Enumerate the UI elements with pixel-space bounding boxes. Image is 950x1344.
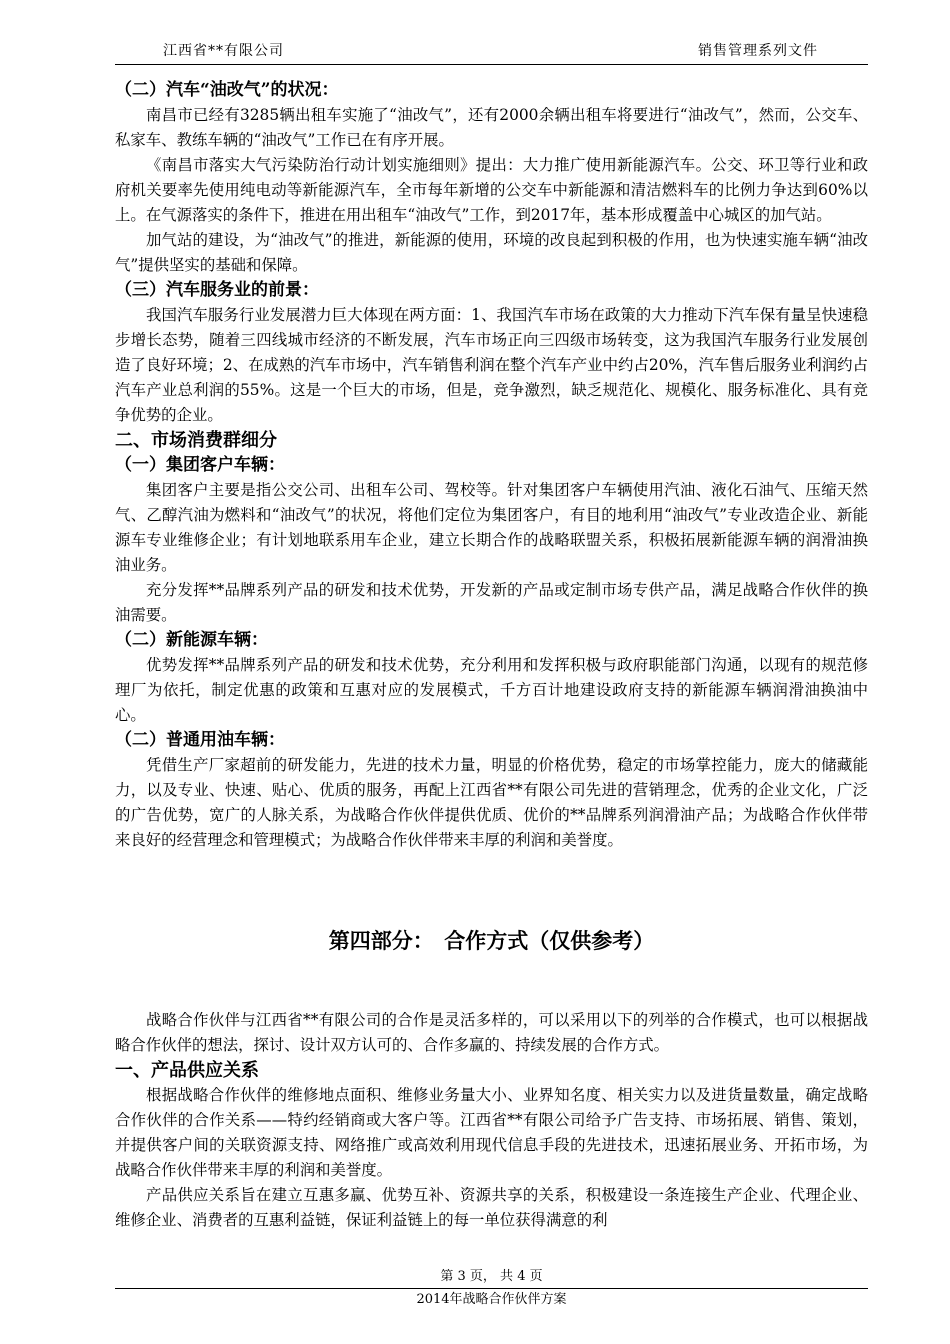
paragraph: 我国汽车服务行业发展潜力巨大体现在两方面：1、我国汽车市场在政策的大力推动下汽车保有量呈快速稳步增长态势，随着三四线城市经济的不断发展，汽车市场正向三四级市场转变，这为我国汽车服务行业发展创造了良好环境；2、在成熟的汽车市场中，汽车销售利润在整个汽车产业中约占20%，汽车售后服务业利润约占汽车产业总利润的55%。这是一个巨大的市场，但是，竞争激烈，缺乏规范化、规模化、服务标准化、具有竞争优势的企业。 <box>115 306 868 424</box>
page-number: 第 3 页， 共 4 页 <box>115 1266 868 1289</box>
section-heading: （二）汽车“油改气”的状况： <box>115 80 339 100</box>
part-title: 第四部分： 合作方式（仅供参考） <box>328 928 655 953</box>
chapter-heading: 一、产品供应关系 <box>115 1060 259 1081</box>
paragraph: 根据战略合作伙伴的维修地点面积、维修业务量大小、业界知名度、相关实力以及进货量数量，确定战略合作伙伴的合作关系——特约经销商或大客户等。江西省**有限公司给予广告支持、市场拓展、销售、策划，并提供客户间的关联资源支持、网络推广或高效利用现代信息手段的先进技术，迅速拓展业务、开拓市场，为战略合作伙伴带来丰厚的利润和美誉度。 <box>115 1086 868 1179</box>
part4-content <box>115 1008 868 1233</box>
paragraph: 凭借生产厂家超前的研发能力，先进的技术力量，明显的价格优势，稳定的市场掌控能力，庞大的储藏能力，以及专业、快速、贴心、优质的服务，再配上江西省**有限公司先进的营销理念，优秀的企业文化，广泛的广告优势，宽广的人脉关系，为战略合作伙伴提供优质、优价的**品牌系列润滑油产品；为战略合作伙伴带来良好的经营理念和管理模式；为战略合作伙伴带来丰厚的利润和美誉度。 <box>115 756 868 849</box>
header-company: 江西省**有限公司 <box>163 43 284 59</box>
section-heading: （二）普通用油车辆： <box>115 730 285 750</box>
paragraph: 充分发挥**品牌系列产品的研发和技术优势，开发新的产品或定制市场专供产品，满足战略合作伙伴的换油需要。 <box>115 581 868 624</box>
footer-document-title: 2014年战略合作伙伴方案 <box>416 1292 567 1307</box>
paragraph: 《南昌市落实大气污染防治行动计划实施细则》提出：大力推广使用新能源汽车。公交、环卫等行业和政府机关要率先使用纯电动等新能源汽车，全市每年新增的公交车中新能源和清洁燃料车的比例力争达到60%以上。在气源落实的条件下，推进在用出租车“油改气”工作，到2017年，基本形成覆盖中心城区的加气站。 <box>115 156 868 224</box>
chapter-heading: 二、市场消费群细分 <box>115 430 277 451</box>
section-heading: （三）汽车服务业的前景： <box>115 280 319 300</box>
paragraph: 南昌市已经有3285辆出租车实施了“油改气”，还有2000余辆出租车将要进行“油改气”，然而，公交车、私家车、教练车辆的“油改气”工作已在有序开展。 <box>115 106 868 149</box>
page-content <box>115 78 868 853</box>
page-header <box>115 38 868 65</box>
paragraph: 优势发挥**品牌系列产品的研发和技术优势，充分利用和发挥积极与政府职能部门沟通，以现有的规范修理厂为依托，制定优惠的政策和互惠对应的发展模式，千方百计地建设政府支持的新能源车辆润滑油换油中心。 <box>115 656 868 724</box>
section-heading: （一）集团客户车辆： <box>115 455 285 475</box>
paragraph: 产品供应关系旨在建立互惠多赢、优势互补、资源共享的关系，积极建设一条连接生产企业、代理企业、维修企业、消费者的互惠利益链，保证利益链上的每一单位获得满意的利 <box>115 1186 868 1229</box>
section-heading: （二）新能源车辆： <box>115 630 268 650</box>
paragraph: 加气站的建设，为“油改气”的推进，新能源的使用，环境的改良起到积极的作用，也为快速实施车辆“油改气”提供坚实的基础和保障。 <box>115 231 868 274</box>
paragraph: 集团客户主要是指公交公司、出租车公司、驾校等。针对集团客户车辆使用汽油、液化石油气、压缩天然气、乙醇汽油为燃料和“油改气”的状况，将他们定位为集团客户，有目的地利用“油改气”专业改造企业、新能源车专业维修企业；有计划地联系用车企业，建立长期合作的战略联盟关系，积极拓展新能源车辆的润滑油换油业务。 <box>115 481 868 574</box>
header-series: 销售管理系列文件 <box>698 43 818 59</box>
paragraph: 战略合作伙伴与江西省**有限公司的合作是灵活多样的，可以采用以下的列举的合作模式，也可以根据战略合作伙伴的想法，探讨、设计双方认可的、合作多赢的、持续发展的合作方式。 <box>115 1011 868 1054</box>
